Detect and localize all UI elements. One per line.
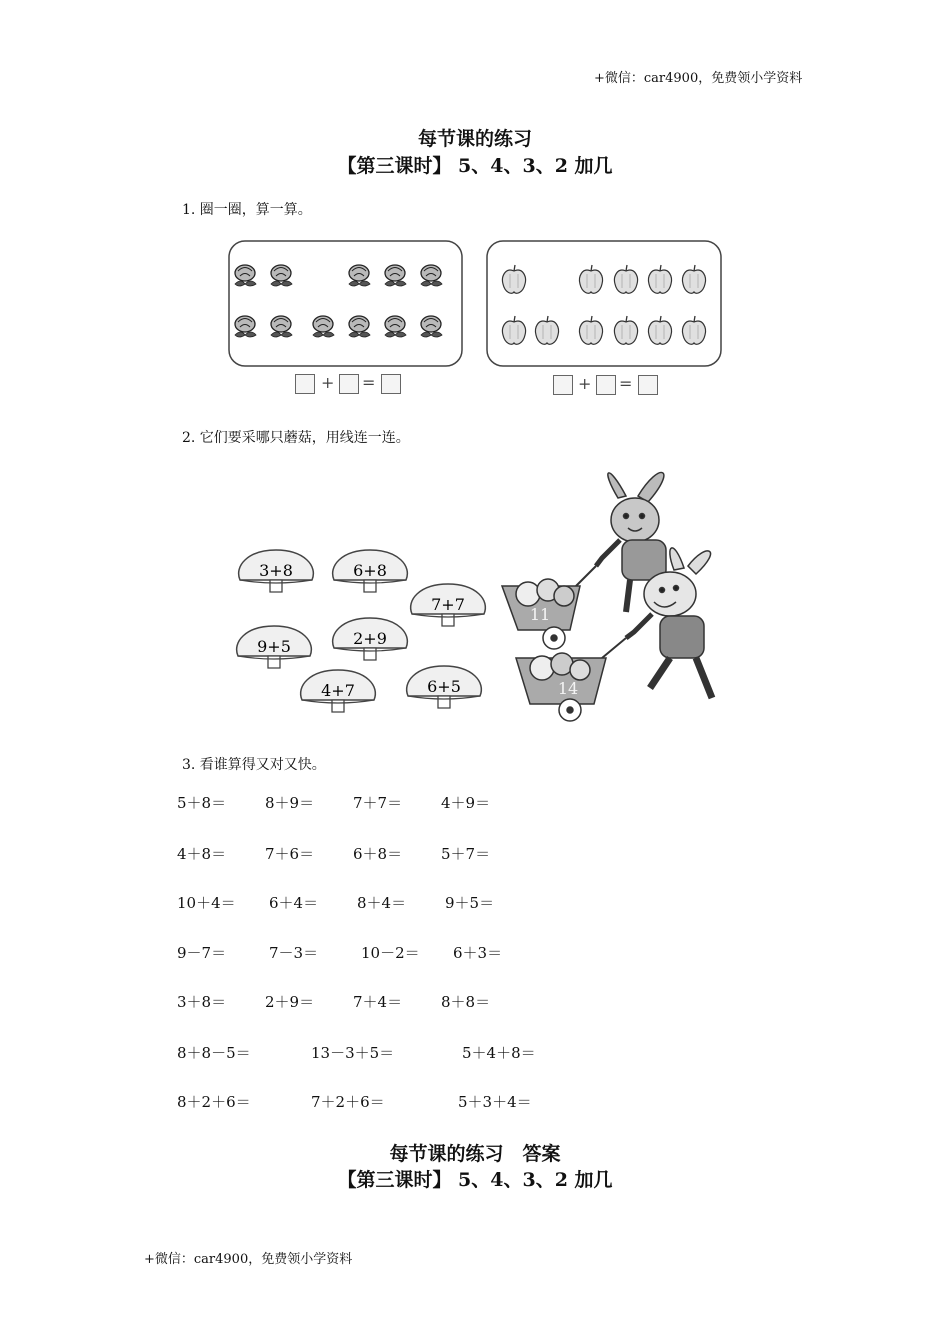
mushroom-label: 6+8: [353, 561, 387, 580]
mushroom-label: 7+7: [431, 595, 465, 614]
equals-sign: =: [362, 373, 376, 392]
answer-box[interactable]: [381, 374, 401, 394]
flower-panel: [229, 241, 462, 366]
question-1-label: 1. 圈一圈，算一算。: [182, 202, 312, 218]
cart-label: 11: [529, 605, 551, 624]
equation: 5＋8＝: [177, 794, 227, 812]
mushroom-label: 6+5: [427, 677, 461, 696]
answer-subtitle: 【第三课时】 5、4、3、2 加几: [337, 1169, 613, 1191]
equation: 8＋4＝: [357, 894, 407, 912]
equation: 5＋7＝: [441, 845, 491, 863]
apple-panel: [487, 241, 721, 366]
mushroom-label: 9+5: [257, 637, 291, 656]
mushroom-label: 4+7: [321, 681, 355, 700]
mushroom-rabbit-illustration: [230, 462, 742, 730]
mushroom: [301, 670, 376, 712]
equation: 6＋4＝: [269, 894, 319, 912]
page-subtitle: 【第三课时】 5、4、3、2 加几: [337, 155, 613, 177]
cart-label: 14: [557, 679, 579, 698]
equation: 2＋9＝: [265, 993, 315, 1011]
mushroom: [239, 550, 314, 592]
answer-box[interactable]: [553, 375, 573, 395]
answer-box[interactable]: [638, 375, 658, 395]
equation: 8＋2＋6＝: [177, 1093, 251, 1111]
equation: 4＋9＝: [441, 794, 491, 812]
footer-note: +微信：car4900，免费领小学资料: [144, 1252, 353, 1267]
answer-title: 每节课的练习 答案: [389, 1143, 561, 1165]
mushroom: [333, 550, 408, 592]
cart: [516, 638, 626, 721]
equation: 3＋8＝: [177, 993, 227, 1011]
equation: 4＋8＝: [177, 845, 227, 863]
equation: 8＋8＝: [441, 993, 491, 1011]
equation: 6＋8＝: [353, 845, 403, 863]
question-3-label: 3. 看谁算得又对又快。: [182, 757, 326, 773]
question-2-label: 2. 它们要采哪只蘑菇，用线连一连。: [182, 430, 410, 446]
equation: 5＋3＋4＝: [458, 1093, 532, 1111]
answer-box[interactable]: [596, 375, 616, 395]
page-title: 每节课的练习: [417, 128, 532, 150]
equation: 8＋9＝: [265, 794, 315, 812]
cart: [502, 566, 596, 649]
equation: 10＋4＝: [177, 894, 236, 912]
header-note: +微信：car4900，免费领小学资料: [594, 71, 803, 86]
equation: 7－3＝: [269, 944, 319, 962]
equation: 13－3＋5＝: [311, 1044, 395, 1062]
equation: 9＋5＝: [445, 894, 495, 912]
mushroom: [407, 666, 482, 708]
equation: 6＋3＝: [453, 944, 503, 962]
mushroom: [333, 618, 408, 660]
equation: 7＋6＝: [265, 845, 315, 863]
equation: 7＋2＋6＝: [311, 1093, 385, 1111]
mushroom-label: 2+9: [353, 629, 387, 648]
q1-picture-panels: [226, 238, 726, 370]
mushroom: [237, 626, 312, 668]
plus-sign: +: [321, 373, 335, 392]
equation: 5＋4＋8＝: [462, 1044, 536, 1062]
answer-box[interactable]: [339, 374, 359, 394]
equals-sign: =: [619, 374, 633, 393]
mushroom: [411, 584, 486, 626]
equation: 8＋8－5＝: [177, 1044, 251, 1062]
equation: 9－7＝: [177, 944, 227, 962]
mushroom-label: 3+8: [259, 561, 293, 580]
equation: 7＋7＝: [353, 794, 403, 812]
answer-box[interactable]: [295, 374, 315, 394]
equation: 7＋4＝: [353, 993, 403, 1011]
equation: 10－2＝: [361, 944, 420, 962]
plus-sign: +: [578, 374, 592, 393]
